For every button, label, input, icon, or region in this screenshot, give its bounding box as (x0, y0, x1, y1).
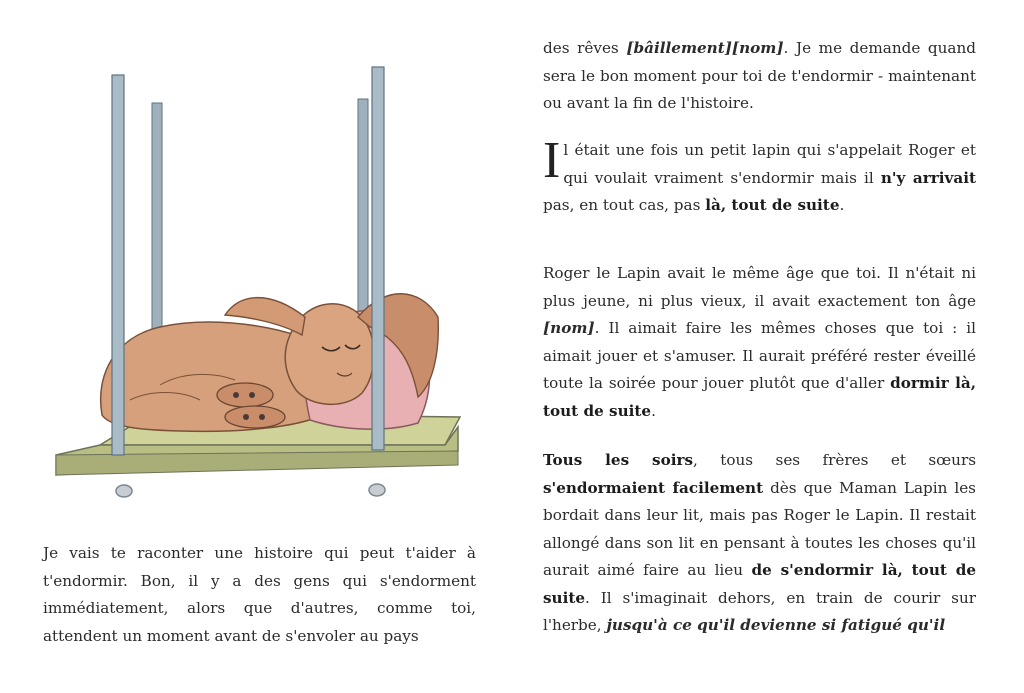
platform-foot-right (369, 484, 385, 496)
p3-text-3: . Il s'imaginait dehors, en train de courir sur l'herbe, (543, 588, 976, 634)
p3-text-2: dès que Maman Lapin les bordait dans leur lit, mais pas Roger le Lapin. Il restait allongé dans son lit en pensant à toutes les choses qu'il aurait aimé faire au lieu (543, 478, 976, 579)
story-paragraph-2 (543, 260, 976, 425)
p2-text-2: . Il aimait faire les mêmes choses que toi : il aimait jouer et s'amuser. Il aurait préféré rester éveillé toute la soirée pour jouer plutôt que d'aller (543, 319, 976, 392)
right-intro-paragraph (543, 35, 976, 118)
story-paragraph-1 (543, 132, 976, 220)
p2-text-3: . (651, 401, 656, 420)
sleeping-rabbit-illustration (40, 55, 480, 515)
p1-text-1: l était une fois un petit lapin qui s'appelait Roger et qui voulait vraiment s'endormir mais il (563, 141, 976, 187)
yawn-cue: [bâillement] (626, 39, 732, 57)
name-cue: [nom] (731, 39, 784, 57)
intro-text-end: . Je me demande quand sera le bon moment pour toi de t'endormir - maintenant ou avant la fin de l'histoire. (543, 39, 976, 112)
swing-bar-front-right (372, 67, 384, 450)
p2-bold-1: dormir là, tout de suite (543, 374, 977, 420)
p1-bold-1: n'y arrivait (880, 168, 976, 187)
p3-bold-1: Tous les soirs (543, 451, 694, 469)
swing-bar-front-left (112, 75, 124, 455)
drop-cap: I (543, 132, 561, 189)
p2-text-1: Roger le Lapin avait le même âge que toi. Il n'était ni plus jeune, ni plus vieux, il avait exactement ton âge (543, 264, 976, 310)
p1-text-3: . (839, 196, 845, 214)
platform-foot-left (116, 485, 132, 497)
p3-text-1: , tous ses frères et sœurs (693, 451, 977, 469)
intro-text: des rêves (543, 39, 627, 57)
p1-bold-2: là, tout de suite (705, 196, 840, 214)
p3-bold-2: s'endormaient facilement (543, 478, 764, 497)
name-cue-2: [nom] (543, 319, 595, 337)
p3-italic-1: jusqu'à ce qu'il devienne si fatigué qu'il (606, 616, 946, 634)
left-paragraph-text: Je vais te raconter une histoire qui peut t'aider à t'endormir. Bon, il y a des gens qui s'endorment immédiatement, alors que d'autres, comme toi, attendent un moment avant de s'envoler au pays (43, 544, 476, 645)
p1-text-2: pas, en tout cas, pas (543, 196, 706, 214)
story-paragraph-3 (543, 447, 976, 640)
left-paragraph (43, 540, 476, 650)
p3-bold-3: de s'endormir là, tout de suite (543, 561, 977, 607)
rabbit (101, 294, 439, 432)
